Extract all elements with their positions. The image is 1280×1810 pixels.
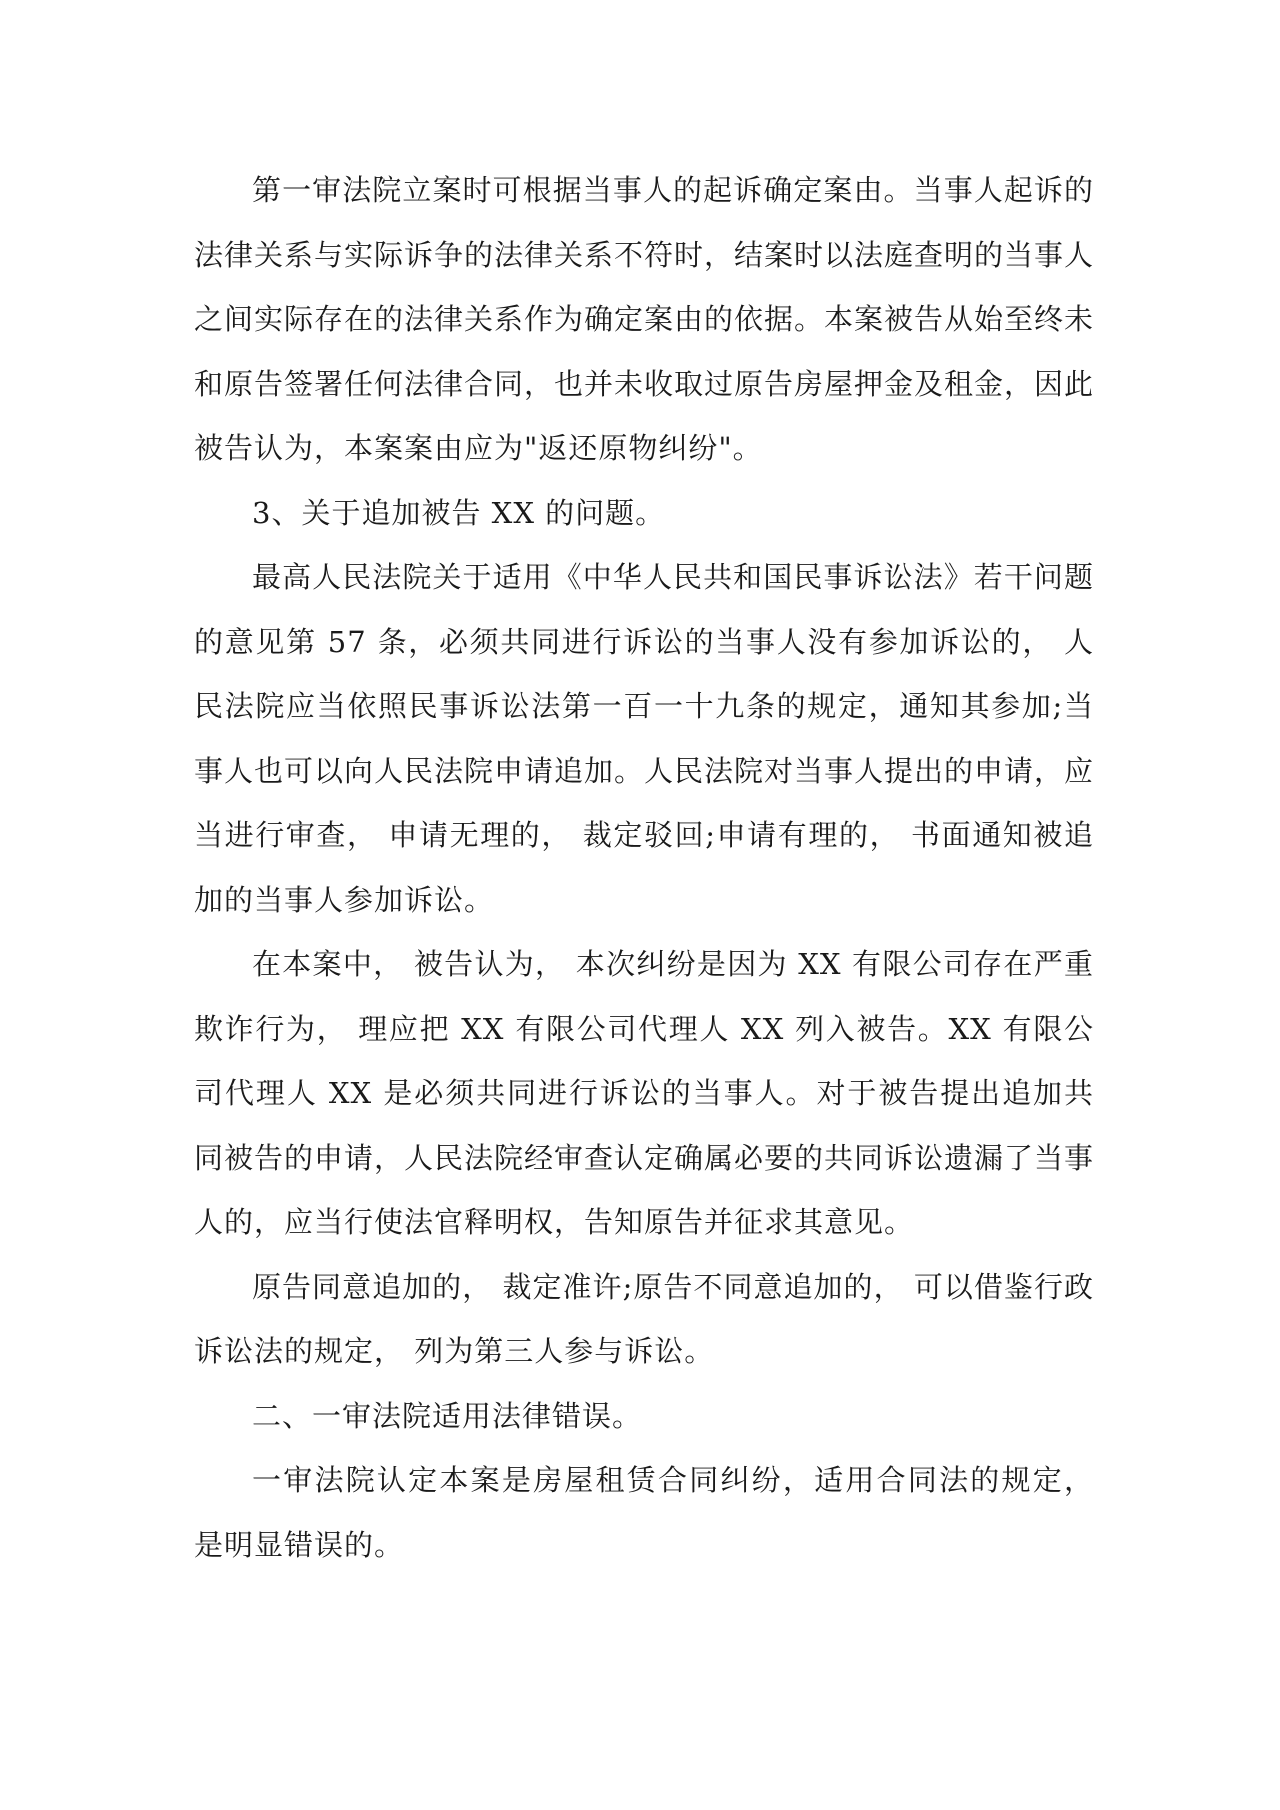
paragraph-supreme-court-opinion: 最高人民法院关于适用《中华人民共和国民事诉讼法》若干问题的意见第 57 条，必须共同进行诉讼的当事人没有参加诉讼的， 人民法院应当依照民事诉讼法第一百一十九条的规定，通知其参加;当事人也可以向人民法院申请追加。人民法院对当事人提出的申请，应当进行审查， 申请无理的， 裁定驳回;申请有理的， 书面通知被追加的当事人参加诉讼。 (194, 560, 1095, 917)
paragraph-heading-add-defendant: 3、关于追加被告 XX 的问题。 (252, 495, 666, 530)
paragraph-case-cause: 第一审法院立案时可根据当事人的起诉确定案由。当事人起诉的法律关系与实际诉争的法律关系不符时，结案时以法庭查明的当事人之间实际存在的法律关系作为确定案由的依据。本案被告从始至终未和原告签署任何法律合同，也并未收取过原告房屋押金及租金，因此被告认为，本案案由应为"返还原物纠纷"。 (194, 173, 1095, 465)
document-body (194, 158, 1094, 1577)
paragraph-lease-dispute: 一审法院认定本案是房屋租赁合同纠纷，适用合同法的规定， 是明显错误的。 (194, 1463, 1094, 1562)
paragraph-plaintiff-consent: 原告同意追加的， 裁定准许;原告不同意追加的， 可以借鉴行政诉讼法的规定， 列为第三人参与诉讼。 (194, 1269, 1094, 1368)
paragraph-in-this-case: 在本案中， 被告认为， 本次纠纷是因为 XX 有限公司存在严重欺诈行为， 理应把 XX 有限公司代理人 XX 列入被告。XX 有限公司代理人 XX 是必须共同进行诉讼的当事人。对于被告提出追加共同被告的申请，人民法院经审查认定确属必要的共同诉讼遗漏了当事人的，应当行使法官释明权，告知原告并征求其意见。 (194, 947, 1095, 1239)
paragraph-heading-law-error: 二、一审法院适用法律错误。 (252, 1398, 643, 1433)
